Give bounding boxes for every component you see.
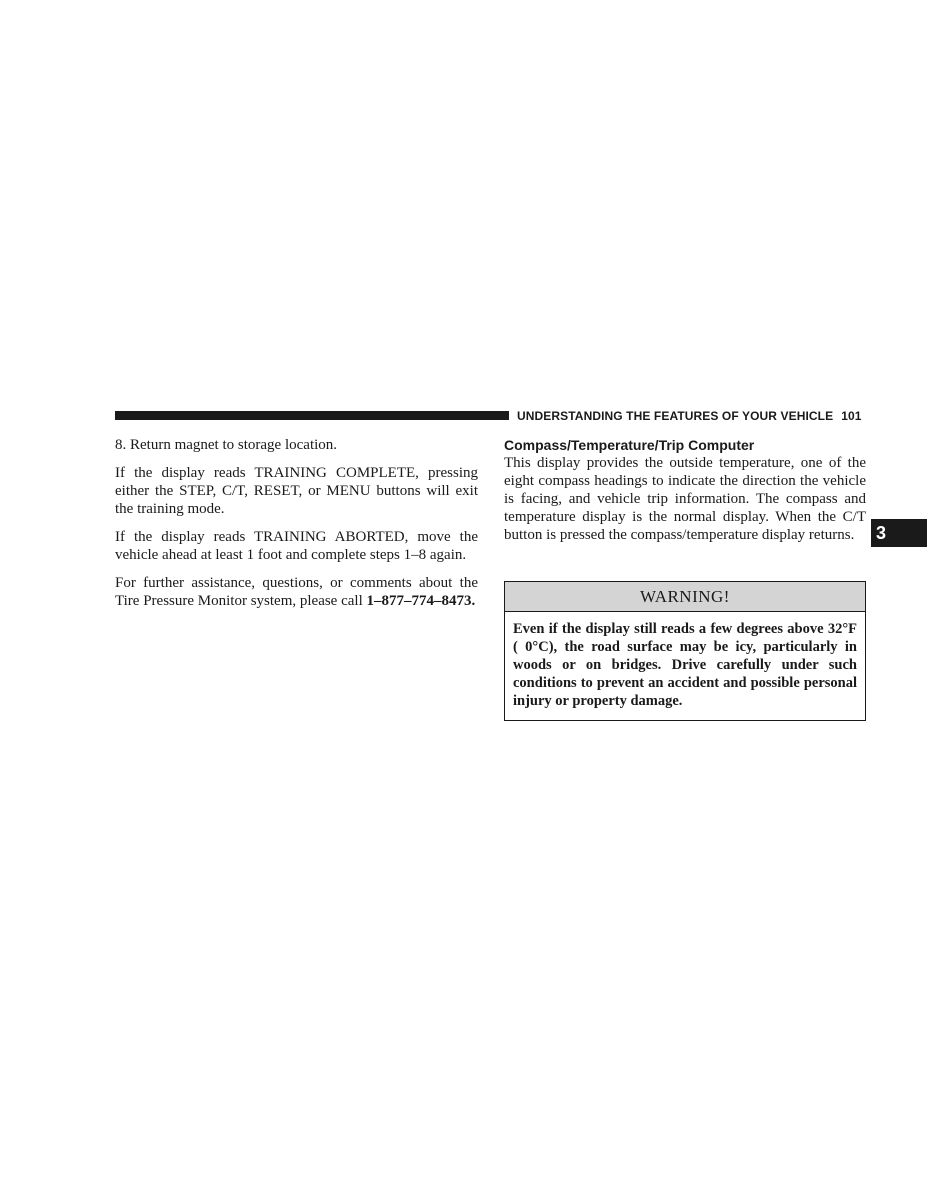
right-column (504, 436, 866, 544)
left-column (115, 436, 478, 620)
header-title: UNDERSTANDING THE FEATURES OF YOUR VEHICLE (517, 409, 834, 423)
header-rule (115, 411, 509, 420)
training-complete-paragraph: If the display reads TRAINING COMPLETE, pressing either the STEP, C/T, RESET, or MENU buttons will exit the training mode. (115, 465, 478, 517)
assistance-paragraph (115, 574, 478, 610)
assistance-text: For further assistance, questions, or comments about the Tire Pressure Monitor system, please call (115, 575, 478, 609)
step-8-paragraph: 8. Return magnet to storage location. (115, 437, 338, 453)
assistance-phone: 1–877–774–8473. (366, 593, 476, 609)
training-aborted-paragraph: If the display reads TRAINING ABORTED, move the vehicle ahead at least 1 foot and complete steps 1–8 again. (115, 529, 478, 563)
section-heading: Compass/Temperature/Trip Computer (504, 437, 755, 453)
warning-title: WARNING! (505, 582, 865, 612)
page-number: 101 (841, 409, 862, 423)
warning-body: Even if the display still reads a few degrees above 32°F ( 0°C), the road surface may be icy, particularly in woods or on bridges. Drive carefully under such conditions to prevent an accident and possible personal injury or property damage. (513, 621, 857, 709)
chapter-tab: 3 (871, 519, 927, 547)
running-header (517, 408, 866, 424)
warning-box (504, 581, 866, 721)
compass-paragraph: This display provides the outside temperature, one of the eight compass headings to indicate the direction the vehicle is facing, and vehicle trip information. The compass and temperature display is the normal display. When the C/T button is pressed the compass/temperature display returns. (504, 455, 866, 543)
